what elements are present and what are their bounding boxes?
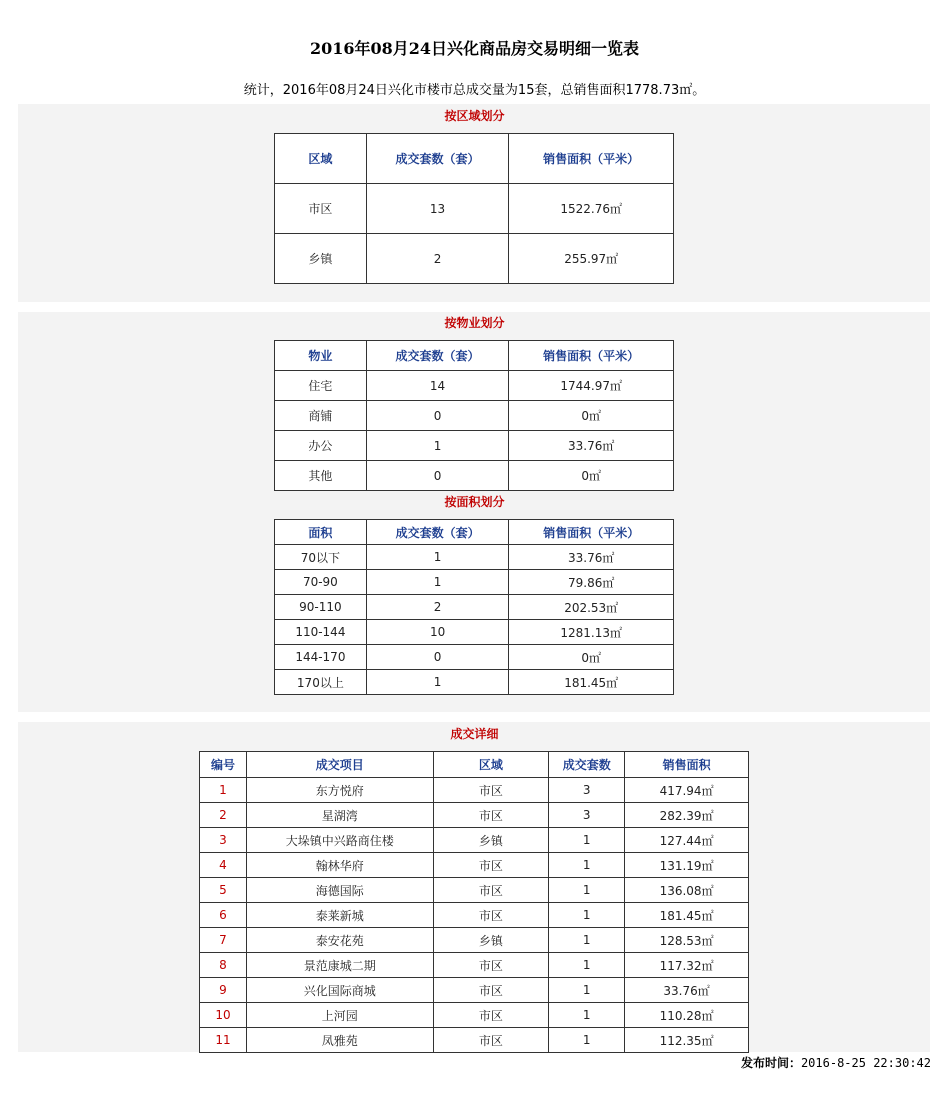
table-cell: 1 (366, 670, 509, 695)
table-row (200, 878, 749, 903)
table-header-row (275, 520, 674, 545)
row-number: 2 (200, 803, 247, 828)
table-cell: 70-90 (275, 570, 367, 595)
table-cell: 3 (549, 778, 625, 803)
table-header-row (275, 134, 674, 184)
table-cell: 市区 (433, 978, 549, 1003)
table-cell: 市区 (275, 184, 367, 234)
table-cell: 0㎡ (509, 461, 674, 491)
table-cell: 181.45㎡ (509, 670, 674, 695)
project-name: 海德国际 (246, 878, 433, 903)
table-cell: 90-110 (275, 595, 367, 620)
column-header: 成交套数（套） (366, 520, 509, 545)
summary-text: 统计，2016年08月24日兴化市楼市总成交量为15套，总销售面积1778.73㎡。 (243, 83, 706, 98)
table-cell: 0 (366, 645, 509, 670)
table-cell: 170以上 (275, 670, 367, 695)
project-name: 东方悦府 (246, 778, 433, 803)
table-row (275, 401, 674, 431)
table-cell: 1 (366, 570, 509, 595)
column-header: 销售面积 (625, 752, 749, 778)
table-row (275, 371, 674, 401)
table-cell: 202.53㎡ (509, 595, 674, 620)
table-row (275, 234, 674, 284)
table-cell: 市区 (433, 778, 549, 803)
table-cell: 181.45㎡ (625, 903, 749, 928)
column-header: 成交套数（套） (366, 134, 509, 184)
region-table (274, 133, 674, 284)
project-name: 泰安花苑 (246, 928, 433, 953)
table-cell: 0 (366, 401, 509, 431)
table-header-row (275, 341, 674, 371)
property-table (274, 340, 674, 491)
table-cell: 128.53㎡ (625, 928, 749, 953)
column-header: 区域 (433, 752, 549, 778)
table-cell: 1 (549, 1028, 625, 1053)
column-header: 销售面积（平米） (509, 134, 674, 184)
table-cell: 乡镇 (433, 828, 549, 853)
table-row (200, 1028, 749, 1053)
table-cell: 商铺 (275, 401, 367, 431)
table-cell: 市区 (433, 953, 549, 978)
table-cell: 131.19㎡ (625, 853, 749, 878)
table-cell: 1 (366, 545, 509, 570)
table-cell: 2 (366, 234, 509, 284)
table-row (200, 828, 749, 853)
table-cell: 110.28㎡ (625, 1003, 749, 1028)
table-cell: 市区 (433, 903, 549, 928)
row-number: 11 (200, 1028, 247, 1053)
table-cell: 33.76㎡ (509, 545, 674, 570)
table-cell: 1 (549, 953, 625, 978)
project-name: 上河园 (246, 1003, 433, 1028)
detail-table (199, 751, 749, 1053)
row-number: 1 (200, 778, 247, 803)
table-cell: 33.76㎡ (509, 431, 674, 461)
table-cell: 110-144 (275, 620, 367, 645)
row-number: 3 (200, 828, 247, 853)
column-header: 成交套数（套） (366, 341, 509, 371)
table-cell: 0㎡ (509, 401, 674, 431)
column-header: 编号 (200, 752, 247, 778)
table-header-row (200, 752, 749, 778)
project-name: 景范康城二期 (246, 953, 433, 978)
table-row (200, 978, 749, 1003)
column-header: 区域 (275, 134, 367, 184)
table-cell: 乡镇 (275, 234, 367, 284)
table-row (275, 545, 674, 570)
table-cell: 市区 (433, 1028, 549, 1053)
table-row (200, 928, 749, 953)
column-header: 成交项目 (246, 752, 433, 778)
table-cell: 市区 (433, 853, 549, 878)
row-number: 10 (200, 1003, 247, 1028)
project-name: 星湖湾 (246, 803, 433, 828)
table-cell: 70以下 (275, 545, 367, 570)
column-header: 销售面积（平米） (509, 520, 674, 545)
table-row (275, 595, 674, 620)
project-name: 兴化国际商城 (246, 978, 433, 1003)
table-row (200, 803, 749, 828)
table-cell: 282.39㎡ (625, 803, 749, 828)
table-cell: 乡镇 (433, 928, 549, 953)
project-name: 泰莱新城 (246, 903, 433, 928)
table-row (275, 570, 674, 595)
row-number: 5 (200, 878, 247, 903)
table-cell: 1281.13㎡ (509, 620, 674, 645)
table-cell: 127.44㎡ (625, 828, 749, 853)
row-number: 9 (200, 978, 247, 1003)
table-cell: 其他 (275, 461, 367, 491)
table-row (275, 645, 674, 670)
table-cell: 3 (549, 803, 625, 828)
table-cell: 144-170 (275, 645, 367, 670)
row-number: 7 (200, 928, 247, 953)
row-number: 6 (200, 903, 247, 928)
row-number: 4 (200, 853, 247, 878)
table-row (200, 853, 749, 878)
table-cell: 1522.76㎡ (509, 184, 674, 234)
table-cell: 79.86㎡ (509, 570, 674, 595)
publish-time-value: 2016-8-25 22:30:42 (800, 1056, 931, 1070)
table-row (200, 778, 749, 803)
table-cell: 10 (366, 620, 509, 645)
table-cell: 14 (366, 371, 509, 401)
property-section-title: 按物业划分 (444, 316, 505, 330)
table-cell: 13 (366, 184, 509, 234)
table-row (275, 461, 674, 491)
table-cell: 417.94㎡ (625, 778, 749, 803)
table-cell: 1 (549, 1003, 625, 1028)
column-header: 成交套数 (549, 752, 625, 778)
table-cell: 住宅 (275, 371, 367, 401)
table-cell: 1 (549, 978, 625, 1003)
table-row (275, 431, 674, 461)
table-cell: 0㎡ (509, 645, 674, 670)
table-row (200, 903, 749, 928)
column-header: 面积 (275, 520, 367, 545)
project-name: 翰林华府 (246, 853, 433, 878)
table-row (275, 620, 674, 645)
area-section-title: 按面积划分 (444, 495, 505, 509)
table-row (200, 953, 749, 978)
table-row (275, 670, 674, 695)
project-name: 大垛镇中兴路商住楼 (246, 828, 433, 853)
table-row (200, 1003, 749, 1028)
table-cell: 136.08㎡ (625, 878, 749, 903)
table-cell: 1 (549, 928, 625, 953)
table-cell: 0 (366, 461, 509, 491)
table-cell: 1 (366, 431, 509, 461)
table-cell: 市区 (433, 803, 549, 828)
table-cell: 市区 (433, 878, 549, 903)
table-cell: 112.35㎡ (625, 1028, 749, 1053)
publish-time-label: 发布时间： (740, 1056, 801, 1070)
table-cell: 1 (549, 878, 625, 903)
table-row (275, 184, 674, 234)
row-number: 8 (200, 953, 247, 978)
table-cell: 33.76㎡ (625, 978, 749, 1003)
table-cell: 1 (549, 903, 625, 928)
table-cell: 255.97㎡ (509, 234, 674, 284)
table-cell: 2 (366, 595, 509, 620)
project-name: 凤雅苑 (246, 1028, 433, 1053)
table-cell: 办公 (275, 431, 367, 461)
detail-section-title: 成交详细 (450, 727, 499, 741)
table-cell: 1744.97㎡ (509, 371, 674, 401)
column-header: 销售面积（平米） (509, 341, 674, 371)
column-header: 物业 (275, 341, 367, 371)
publish-time (741, 1054, 931, 1071)
table-cell: 市区 (433, 1003, 549, 1028)
table-cell: 1 (549, 828, 625, 853)
region-section-title: 按区域划分 (444, 109, 505, 123)
table-cell: 1 (549, 853, 625, 878)
table-cell: 117.32㎡ (625, 953, 749, 978)
page-title: 2016年08月24日兴化商品房交易明细一览表 (309, 39, 640, 58)
area-table (274, 519, 674, 695)
